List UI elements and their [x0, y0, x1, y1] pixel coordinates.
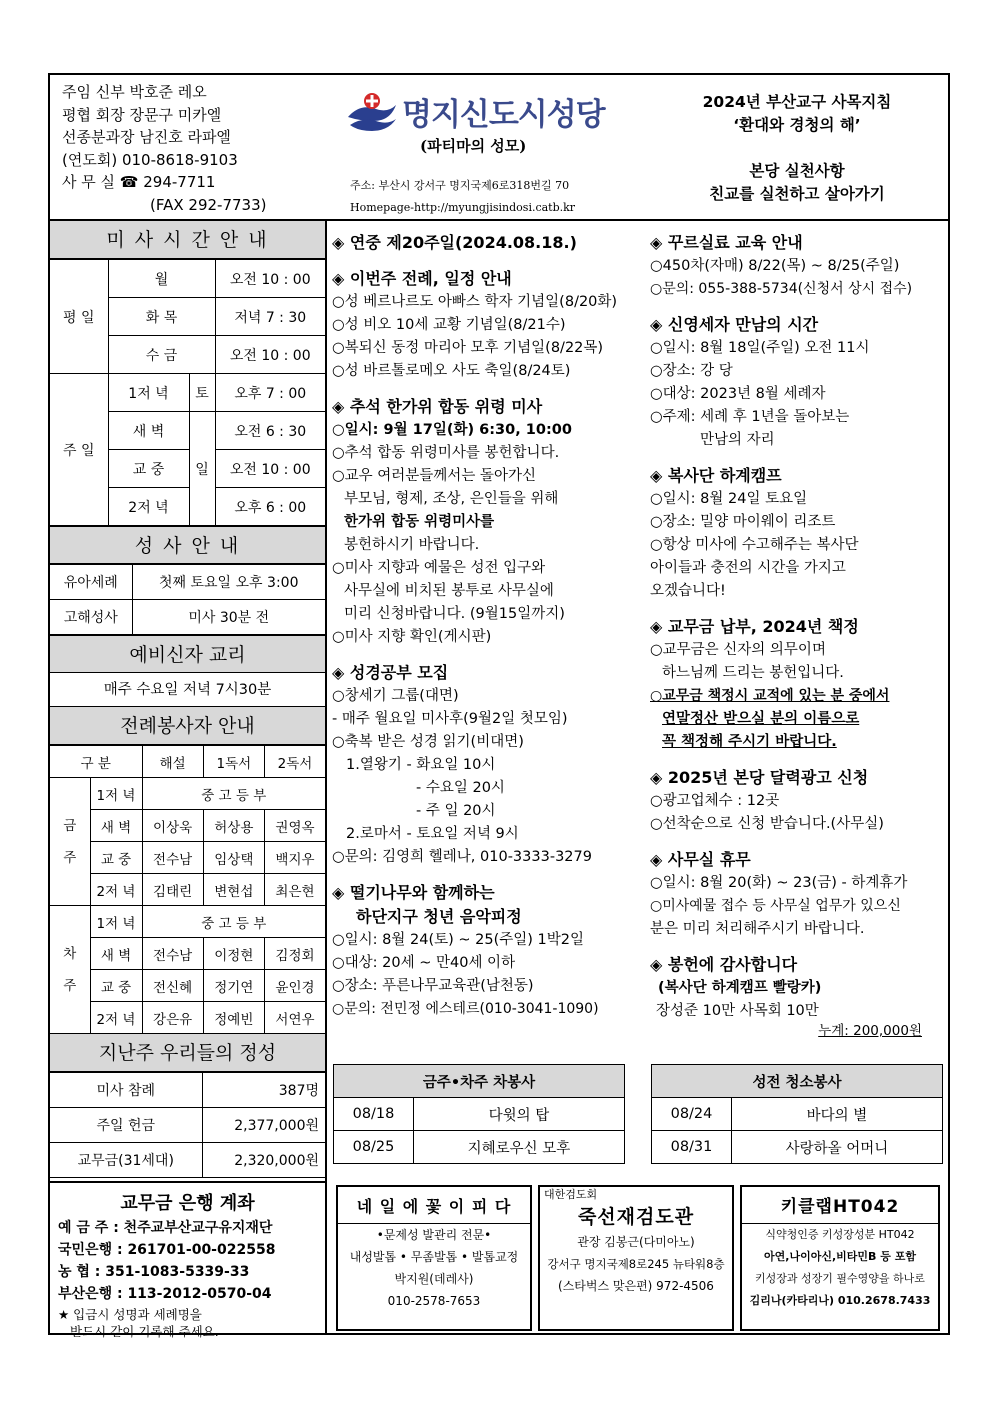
chuseok-mass-title: ◈ 추석 한가위 합동 위령 미사	[332, 397, 543, 416]
motto-line: 친교를 실천하고 살아가기	[709, 185, 885, 203]
ad-line: 키성장과 성장기 필수영양을 하나로	[755, 1272, 925, 1285]
retreat-line: ○일시: 8월 24(토) ~ 25(주일) 1박2일	[332, 932, 584, 948]
server-name: 임상택	[203, 842, 264, 874]
sacrament-name: 유아세례	[50, 565, 132, 600]
chuseok-line: ○미사 지향 확인(게시판)	[332, 629, 492, 645]
ad-foot-care	[336, 1185, 532, 1331]
youth-retreat-title: ◈ 떨기나무와 함께하는	[332, 883, 495, 902]
service-group: 사랑하올 어머니	[732, 1131, 943, 1164]
office-phone: 사 무 실 ☎ 294-7711	[62, 173, 216, 191]
bible-study-line: - 매주 월요일 미사후(9월2일 첫모임)	[332, 711, 568, 727]
middle-column	[332, 231, 637, 1021]
retreat-line: ○장소: 푸른나무교육관(남천동)	[332, 978, 534, 994]
retreat-line: ○대상: 20세 ~ 만40세 이하	[332, 955, 516, 971]
sacrament-title: 성 사 안 내	[50, 526, 325, 564]
chuseok-line: 한가위 합동 위령미사를	[344, 514, 495, 530]
camp-line: 오겠습니다!	[650, 583, 726, 599]
offering-label: 미사 참례	[50, 1073, 202, 1108]
service-group: 지혜로우신 모후	[414, 1131, 625, 1164]
liturgy-line: ○복되신 동정 마리아 모후 기념일(8/22목)	[332, 340, 604, 356]
neophyte-line: ○장소: 강 당	[650, 363, 733, 379]
header	[50, 75, 948, 221]
ad-title: 죽선재검도관	[577, 1206, 695, 1228]
bank-holder: 예 금 주 : 천주교부산교구유지재단	[58, 1220, 273, 1236]
server-slot: 1저 녁	[90, 906, 142, 938]
ad-line: 내성발톱 • 무좀발톱 • 발톱교정	[349, 1250, 519, 1264]
servers-head: 1독서	[203, 746, 264, 778]
bible-study-line: ○창세기 그룹(대면)	[332, 688, 459, 704]
offering-value: 2,377,000원	[202, 1108, 325, 1143]
bible-study-line: 2.로마서 - 토요일 저녁 9시	[346, 826, 519, 842]
bank-accounts	[50, 1181, 325, 1339]
offering-label: 교무금(31세대)	[50, 1143, 202, 1178]
servers-title: 전례봉사자 안내	[50, 707, 325, 745]
thanks-subtitle: (복사단 하계캠프 빨랑카)	[658, 980, 822, 996]
bible-study-line: - 수요일 20시	[416, 780, 505, 796]
liturgy-line: ○성 베르나르도 아빠스 학자 기념일(8/20화)	[332, 294, 618, 310]
chuseok-line: 미리 신청바랍니다. (9월15일까지)	[344, 606, 565, 622]
bank-account: 국민은행 : 261701-00-022558	[58, 1242, 276, 1258]
thanks-title: ◈ 봉헌에 감사합니다	[650, 955, 798, 974]
liturgy-line: ○성 비오 10세 교황 기념일(8/21수)	[332, 317, 566, 333]
cleaning-service-table	[651, 1064, 943, 1164]
bank-note: ★ 입금시 성명과 세례명을	[58, 1307, 202, 1322]
servers-head: 2독서	[264, 746, 325, 778]
ad-line: 강서구 명지국제8로245 뉴타워8층	[547, 1257, 725, 1271]
church-address-block	[350, 175, 575, 219]
mass-slot: 새 벽	[108, 412, 189, 450]
thanks-total: 누계: 200,000원	[818, 1023, 922, 1039]
server-name: 강은유	[142, 1002, 203, 1034]
server-name: 백지우	[264, 842, 325, 874]
server-name: 정예빈	[203, 1002, 264, 1034]
youth-retreat-subtitle: 하단지구 청년 음악피정	[356, 907, 522, 926]
ad-kendo	[538, 1185, 734, 1331]
sacrament-time: 미사 30분 전	[132, 600, 325, 635]
server-slot: 교 중	[90, 842, 142, 874]
camp-line: ○항상 미사에 수고해주는 복사단	[650, 537, 859, 553]
church-homepage-link[interactable]: Homepage-http://myungjisindosi.catb.kr	[350, 201, 576, 214]
mass-time: 오전 10 : 00	[215, 336, 325, 374]
neophyte-title: ◈ 신영세자 만남의 시간	[650, 315, 819, 334]
liturgy-schedule-title: ◈ 이번주 전례, 일정 안내	[332, 269, 512, 288]
ad-title: 네 일 에 꽃 이 피 다	[338, 1193, 530, 1224]
staff-list	[62, 81, 266, 216]
office-line: ○미사예물 접수 등 사무실 업무가 있으신	[650, 898, 901, 914]
car-service-table	[333, 1064, 625, 1164]
next-week-label: 차 주	[50, 906, 90, 1034]
service-group: 바다의 별	[732, 1098, 943, 1131]
retreat-line: ○문의: 전민정 에스테르(010-3041-1090)	[332, 1001, 599, 1017]
chuseok-line: ○추석 합동 위령미사를 봉헌합니다.	[332, 445, 560, 461]
server-name: 전신혜	[142, 970, 203, 1002]
mass-day: 월	[108, 260, 215, 298]
server-group: 중 고 등 부	[142, 906, 325, 938]
dues-notice: ○교무금 책정시 교적에 있는 분 중에서	[650, 688, 890, 704]
camp-line: ○일시: 8월 24일 토요일	[650, 491, 808, 507]
server-name: 이상욱	[142, 810, 203, 842]
chuseok-line: ○미사 지향과 예물은 성전 입구와	[332, 560, 546, 576]
ad-height-supplement	[740, 1185, 940, 1331]
calendar-line: ○광고업체수 : 12곳	[650, 793, 780, 809]
cursillo-line: ○문의: 055-388-5734(신청서 상시 접수)	[650, 281, 913, 297]
mass-times-table	[50, 259, 325, 526]
ad-line: 식약청인증 키성장성분 HT042	[765, 1228, 915, 1241]
server-slot: 새 벽	[90, 938, 142, 970]
office-line: 분은 미리 처리해주시기 바랍니다.	[650, 921, 865, 937]
chuseok-line: 사무실에 비치된 봉투로 사무실에	[344, 583, 554, 599]
dues-notice: 꼭 책정해 주시기 바랍니다.	[662, 734, 837, 750]
service-date: 08/25	[334, 1131, 414, 1164]
server-name: 변현섭	[203, 874, 264, 906]
server-name: 김태린	[142, 874, 203, 906]
server-name: 권영옥	[264, 810, 325, 842]
server-name: 정기연	[203, 970, 264, 1002]
dues-line: ○교무금은 신자의 의무이며	[650, 642, 826, 658]
bible-study-line: ○축복 받은 성경 읽기(비대면)	[332, 734, 524, 750]
motto-line: 본당 실천사항	[749, 162, 845, 180]
ad-line: 대한검도회	[544, 1188, 598, 1201]
ad-line: 관장 김봉근(다미아노)	[577, 1235, 695, 1249]
server-name: 전수남	[142, 842, 203, 874]
ad-line: 010-2578-7653	[387, 1294, 481, 1308]
staff-pastor: 주임 신부 박호준 레오	[62, 83, 207, 101]
bulletin-frame	[48, 73, 950, 1339]
calendar-ad-title: ◈ 2025년 본당 달력광고 신청	[650, 768, 869, 787]
service-date: 08/24	[652, 1098, 732, 1131]
motto-line: ‘환대와 경청의 해’	[733, 116, 861, 134]
server-name: 윤인경	[264, 970, 325, 1002]
church-subtitle: (파티마의 성모)	[420, 137, 527, 155]
mass-time: 오전 10 : 00	[215, 450, 325, 488]
chuseok-line: ○교우 여러분들께서는 돌아가신	[332, 468, 536, 484]
cursillo-title: ◈ 꾸르실료 교육 안내	[650, 233, 803, 252]
motto	[662, 91, 932, 206]
left-column	[50, 221, 327, 1339]
chuseok-line: 부모님, 형제, 조상, 은인들을 위해	[344, 491, 559, 507]
camp-line: 아이들과 충전의 시간을 가지고	[650, 560, 846, 576]
weekday-label: 평 일	[50, 260, 108, 374]
motto-spacer	[662, 137, 932, 160]
chuseok-line: 봉헌하시기 바랍니다.	[344, 537, 480, 553]
sunday-label: 주 일	[50, 374, 108, 526]
ad-title: 키클랩HT042	[742, 1193, 938, 1224]
ad-line: 박지원(데레사)	[394, 1272, 474, 1286]
sunday-title: ◈ 연중 제20주일(2024.08.18.)	[332, 233, 577, 252]
staff-council: 평협 회장 장문구 미카엘	[62, 105, 222, 124]
server-slot: 1저 녁	[90, 778, 142, 810]
mass-times-title: 미 사 시 간 안 내	[50, 221, 325, 259]
neophyte-line: ○대상: 2023년 8월 세례자	[650, 386, 826, 402]
servers-head: 해설	[142, 746, 203, 778]
server-slot: 새 벽	[90, 810, 142, 842]
liturgy-line: ○성 바르톨로메오 사도 축일(8/24토)	[332, 363, 571, 379]
neophyte-line: 만남의 자리	[700, 432, 775, 448]
server-group: 중 고 등 부	[142, 778, 325, 810]
sacrament-name: 고해성사	[50, 600, 132, 635]
car-service-title: 금주•차주 차봉사	[334, 1065, 625, 1098]
mass-slot: 2저 녁	[108, 488, 189, 526]
staff-phone: (연도회) 010-8618-9103	[62, 150, 238, 169]
mass-day: 일	[189, 412, 215, 526]
ad-line: •문제성 발관리 전문•	[376, 1228, 492, 1242]
service-group: 다윗의 탑	[414, 1098, 625, 1131]
sacrament-time: 첫째 토요일 오후 3:00	[132, 565, 325, 600]
church-address: 주소: 부산시 강서구 명지국제6로318번길 70	[350, 179, 570, 192]
office-fax: (FAX 292-7733)	[150, 195, 267, 214]
service-date: 08/18	[334, 1098, 414, 1131]
bank-title: 교무금 은행 계좌	[120, 1193, 255, 1214]
ad-line: (스타벅스 맞은편) 972-4506	[558, 1279, 714, 1293]
motto-line: 2024년 부산교구 사목지침	[702, 93, 892, 111]
cursillo-line: ○450차(자매) 8/22(목) ~ 8/25(주일)	[650, 258, 900, 274]
church-name: 명지신도시성당	[402, 97, 605, 133]
bank-account: 농 협 : 351-1083-5339-33	[58, 1264, 250, 1280]
server-slot: 교 중	[90, 970, 142, 1002]
offering-value: 387명	[202, 1073, 325, 1108]
servers-table	[50, 745, 325, 1034]
mass-time: 저녁 7 : 30	[215, 298, 325, 336]
server-slot: 2저 녁	[90, 1002, 142, 1034]
mass-time: 오전 6 : 30	[215, 412, 325, 450]
dues-notice: 연말정산 받으실 분의 이름으로	[662, 711, 860, 727]
chuseok-line: ○일시: 9월 17일(화) 6:30, 10:00	[332, 422, 572, 438]
server-name: 이정현	[203, 938, 264, 970]
service-date: 08/31	[652, 1131, 732, 1164]
dues-line: 하느님께 드리는 봉헌입니다.	[662, 665, 844, 681]
servers-head: 구 분	[50, 746, 142, 778]
server-name: 김정회	[264, 938, 325, 970]
right-column	[650, 231, 948, 1039]
thanks-donors: 장성준 10만 사목회 10만	[656, 1003, 819, 1019]
offering-table	[50, 1072, 325, 1178]
neophyte-line: ○주제: 세례 후 1년을 돌아보는	[650, 409, 850, 425]
server-slot: 2저 녁	[90, 874, 142, 906]
sacrament-table	[50, 564, 325, 635]
mass-day: 수 금	[108, 336, 215, 374]
bible-study-title: ◈ 성경공부 모집	[332, 663, 449, 682]
mass-slot: 교 중	[108, 450, 189, 488]
camp-line: ○장소: 밀양 마이웨이 리조트	[650, 514, 836, 530]
neophyte-line: ○일시: 8월 18일(주일) 오전 11시	[650, 340, 870, 356]
ad-line: 아연,나이아신,비타민B 등 포함	[764, 1250, 916, 1263]
bank-account: 부산은행 : 113-2012-0570-04	[58, 1286, 272, 1302]
bible-study-line: 1.열왕기 - 화요일 10시	[346, 757, 496, 773]
mass-time: 오전 10 : 00	[215, 260, 325, 298]
catechumen-time: 매주 수요일 저녁 7시30분	[50, 673, 325, 707]
catechumen-title: 예비신자 교리	[50, 635, 325, 673]
altar-server-camp-title: ◈ 복사단 하계캠프	[650, 466, 782, 485]
mass-day: 토	[189, 374, 215, 412]
mass-time: 오후 7 : 00	[215, 374, 325, 412]
offering-label: 주일 헌금	[50, 1108, 202, 1143]
this-week-label: 금 주	[50, 778, 90, 906]
mass-time: 오후 6 : 00	[215, 488, 325, 526]
offering-title: 지난주 우리들의 정성	[50, 1034, 325, 1072]
mass-day: 화 목	[108, 298, 215, 336]
cleaning-service-title: 성전 청소봉사	[652, 1065, 943, 1098]
church-emblem-icon	[346, 91, 398, 133]
mass-slot: 1저 녁	[108, 374, 189, 412]
bible-study-line: ○문의: 김영희 헬레나, 010-3333-3279	[332, 849, 592, 865]
server-name: 허상용	[203, 810, 264, 842]
office-line: ○일시: 8월 20(화) ~ 23(금) - 하계휴가	[650, 875, 908, 891]
server-name: 최은현	[264, 874, 325, 906]
church-dues-title: ◈ 교무금 납부, 2024년 책정	[650, 617, 859, 636]
server-name: 전수남	[142, 938, 203, 970]
ad-line: 김리나(카타리나) 010.2678.7433	[749, 1294, 931, 1307]
server-name: 서연우	[264, 1002, 325, 1034]
bank-note: 반드시 같이 기록해 주세요.	[70, 1324, 219, 1339]
staff-funeral: 선종분과장 남진호 라파엘	[62, 128, 231, 146]
calendar-line: ○선착순으로 신청 받습니다.(사무실)	[650, 816, 884, 832]
offering-value: 2,320,000원	[202, 1143, 325, 1178]
office-closed-title: ◈ 사무실 휴무	[650, 850, 751, 869]
bible-study-line: - 주 일 20시	[416, 803, 496, 819]
